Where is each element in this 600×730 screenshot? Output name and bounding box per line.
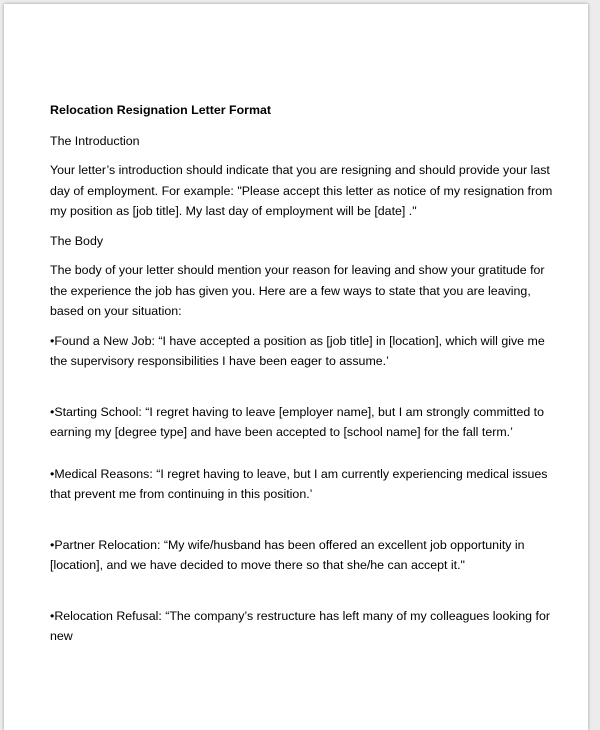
document-page — [4, 4, 588, 730]
bullet-medical-reasons: •Medical Reasons: “I regret having to leave, but I am currently experiencing medical issues that prevent me from continuing in this position.’ — [50, 466, 548, 501]
body-paragraph: The body of your letter should mention your reason for leaving and show your gratitude for the experience the job has given you. Here are a few ways to state that you are leaving, based on your situation: — [50, 263, 545, 318]
bullet-partner-relocation: •Partner Relocation: “My wife/husband has been offered an excellent job opportunity in [location], and we have decided to move there so that she/he can accept it." — [50, 537, 525, 572]
document-title: Relocation Resignation Letter Format — [50, 103, 271, 117]
bullet-starting-school: •Starting School: “I regret having to leave [employer name], but I am strongly committed to earning my [degree type] and have been accepted to [school name] for the fall term.’ — [50, 404, 544, 439]
letter-content — [50, 100, 560, 647]
introduction-paragraph: Your letter’s introduction should indicate that you are resigning and should provide your last day of employment. For example: "Please accept this letter as notice of my resignation from my position as [job title]. My last day of employment will be [date] ." — [50, 163, 553, 218]
section-heading-body: The Body — [50, 233, 104, 248]
section-heading-introduction: The Introduction — [50, 133, 140, 148]
bullet-relocation-refusal: •Relocation Refusal: “The company’s restructure has left many of my colleagues looking for new — [50, 608, 550, 643]
bullet-found-new-job: •Found a New Job: “I have accepted a position as [job title] in [location], which will give me the supervisory responsibilities I have been eager to assume.’ — [50, 333, 545, 368]
